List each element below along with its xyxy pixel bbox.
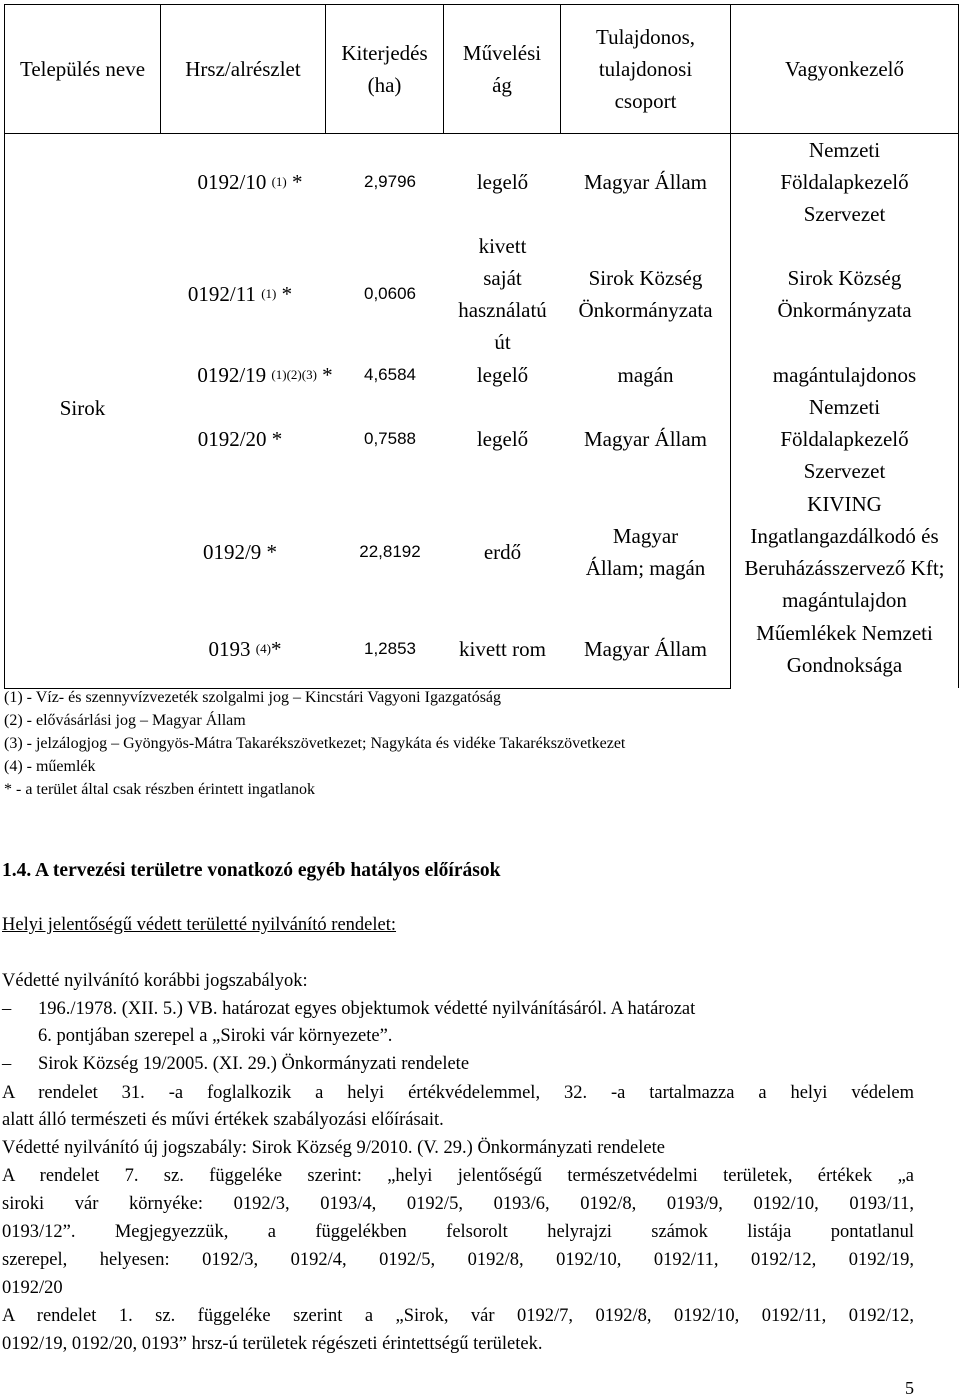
owner-cell: Magyar Állam; magán [585,524,706,580]
body-line: szerepel, helyesen: 0192/3, 0192/4, 0192/5, 0192/8, 0192/10, 0192/11, 0192/12, 0192/19, [2,1250,914,1270]
body-line: A rendelet 1. sz. függeléke szerint a „Sirok, vár 0192/7, 0192/8, 0192/10, 0192/11, 0192/12, [2,1306,914,1326]
body-line: Védetté nyilvánító új jogszabály: Sirok Község 9/2010. (V. 29.) Önkormányzati rendelete [2,1138,665,1158]
hrsz-cell: 0192/10 (1) * [197,170,303,194]
area-cell: 2,9796 [364,172,416,191]
body-line: alatt álló természeti és művi értékek szabályozási előírásait. [2,1110,444,1130]
hrsz-cell: 0192/11 (1) * [187,282,293,306]
hrsz-cell: 0192/19 (1)(2)(3) * [197,363,333,387]
header-manager: Vagyonkezelő [785,57,904,81]
body-line: siroki vár környéke: 0192/3, 0193/4, 0192/5, 0193/6, 0192/8, 0193/9, 0192/10, 0193/11, [2,1194,914,1214]
header-area: Kiterjedés (ha) [341,41,428,97]
cultivation-cell: legelő [476,363,529,387]
owner-cell: Magyar Állam [583,170,708,194]
list-line: – Sirok Község 19/2005. (XI. 29.) Önkormányzati rendelete [2,1051,914,1079]
footnote: (2) - elővásárlási jog – Magyar Állam [4,712,246,729]
header-owner: Tulajdonos, tulajdonosi csoport [595,25,695,113]
cultivation-cell: kivett saját használatú út [458,234,547,354]
hrsz-cell: 0192/9 * [202,540,278,564]
list-line: – 196./1978. (XII. 5.) VB. határozat egyes objektumok védetté nyilvánításáról. A határozat [2,996,914,1024]
header-cultivation: Művelési ág [462,41,542,97]
area-cell: 0,7588 [364,429,416,448]
body-line: A rendelet 7. sz. függeléke szerint: „helyi jelentőségű természetvédelmi területek, értékek „a [2,1166,914,1186]
manager-cell: Műemlékek Nemzeti Gondnoksága [756,621,933,677]
owner-cell: magán [617,363,674,387]
dash-bullet: – [2,1054,12,1074]
section-subheading: Helyi jelentőségű védett területté nyilvánító rendelet: [2,915,397,935]
header-hrsz: Hrsz/alrészlet [185,57,301,81]
body-line: 0192/20 [2,1278,63,1298]
table-border [958,4,959,133]
area-cell: 1,2853 [364,639,416,658]
list-line: 6. pontjában szerepel a „Siroki vár környezete”. [38,1026,393,1046]
manager-cell: Nemzeti Földalapkezelő Szervezet [780,395,909,483]
owner-cell: Magyar Állam [583,427,708,451]
manager-cell: KIVING Ingatlangazdálkodó és Beruházásszervező Kft; magántulajdon [744,492,945,612]
body-line: 0193/12”. Megjegyezzük, a függelékben felsorolt helyrajzi számok listája pontatlanul [2,1222,914,1242]
footnote: * - a terület által csak részben érintett ingatlanok [4,781,315,798]
page-number: 5 [905,1378,914,1398]
area-cell: 0,0606 [364,284,416,303]
footnote: (3) - jelzálogjog – Gyöngyös-Mátra Takarékszövetkezet; Nagykáta és vidéke Takarékszövetkezet [4,735,626,752]
area-cell: 22,8192 [359,542,421,561]
manager-cell: magántulajdonos [772,363,917,387]
body-line: A rendelet 31. -a foglalkozik a helyi értékvédelemmel, 32. -a tartalmazza a helyi védelem [2,1083,914,1103]
settlement-cell: Sirok [59,396,106,420]
dash-bullet: – [2,999,12,1019]
section-heading: 1.4. A tervezési területre vonatkozó egyéb hatályos előírások [2,860,501,881]
header-settlement: Település neve [19,57,146,81]
owner-cell: Magyar Állam [583,637,708,661]
manager-cell: Sirok Község Önkormányzata [777,266,912,322]
owner-cell: Sirok Község Önkormányzata [578,266,713,322]
cultivation-cell: legelő [476,170,529,194]
hrsz-cell: 0193 (4) * [208,637,282,661]
area-cell: 4,6584 [364,365,416,384]
manager-cell: Nemzeti Földalapkezelő Szervezet [780,138,909,226]
footnote: (4) - műemlék [4,758,96,775]
intro-text: Védetté nyilvánító korábbi jogszabályok: [2,971,308,991]
footnote: (1) - Víz- és szennyvízvezeték szolgalmi jog – Kincstári Vagyoni Igazgatóság [4,689,502,706]
cultivation-cell: kivett rom [459,637,546,661]
hrsz-cell: 0192/20 * [197,427,283,451]
cultivation-cell: erdő [483,540,522,564]
cultivation-cell: legelő [476,427,529,451]
body-line: 0192/19, 0192/20, 0193” hrsz-ú területek régészeti érintettségű területek. [2,1334,543,1354]
table-border [958,133,959,688]
